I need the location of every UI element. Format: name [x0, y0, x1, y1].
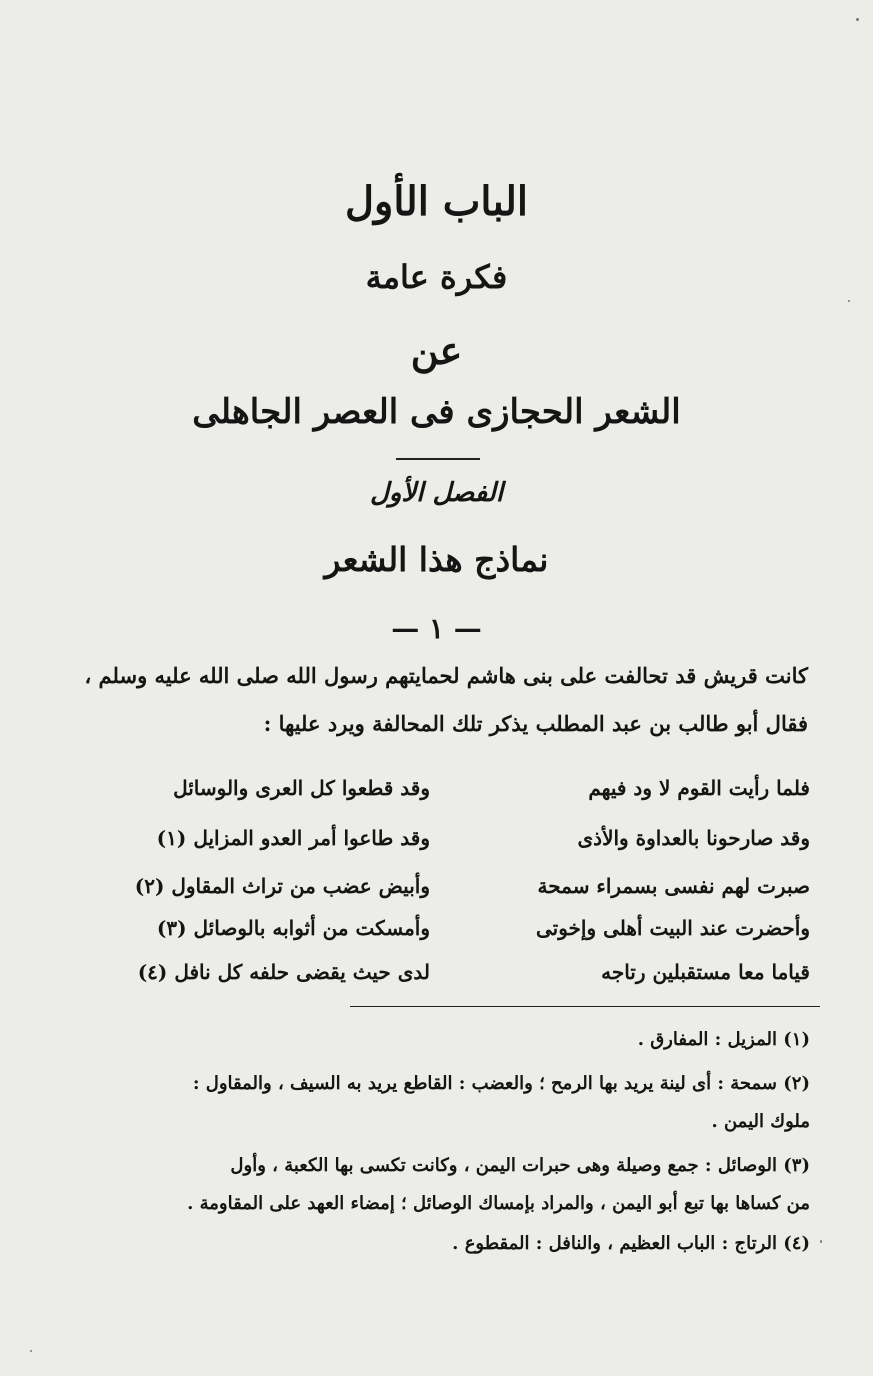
- verse-second-hemistich: وقد طاعوا أمر العدو المزايل (١): [156, 826, 430, 850]
- verse-row: [70, 916, 810, 966]
- subtitle-topic: الشعر الحجازى فى العصر الجاهلى: [192, 392, 681, 432]
- verse-first-hemistich: صبرت لهم نفسى بسمراء سمحة: [537, 874, 810, 898]
- prose-line: كانت قريش قد تحالفت على بنى هاشم لحمايتهم رسول الله صلى الله عليه وسلم ،: [84, 663, 808, 688]
- subtitle-about: عن: [410, 328, 463, 373]
- paper-speck: [30, 1350, 32, 1352]
- part-title: الباب الأول: [344, 178, 528, 225]
- paper-speck: [848, 300, 850, 302]
- verse-row: [70, 960, 810, 1010]
- verse-first-hemistich: فلما رأيت القوم لا ود فيهم: [588, 776, 810, 800]
- chapter-heading: الفصل الأول: [369, 478, 504, 508]
- footnote: (٢) سمحة : أى لينة يريد بها الرمح ؛ والعضب : القاطع يريد به السيف ، والمقاول :: [192, 1073, 810, 1094]
- verse-second-hemistich: وقد قطعوا كل العرى والوسائل: [173, 776, 430, 800]
- subtitle-general-idea: فكرة عامة: [365, 258, 508, 296]
- title-divider: [396, 458, 480, 460]
- verse-second-hemistich: وأبيض عضب من تراث المقاول (٢): [134, 874, 430, 898]
- verse-first-hemistich: وقد صارحونا بالعداوة والأذى: [577, 826, 810, 850]
- verse-row: [70, 826, 810, 876]
- section-number: — ١ —: [391, 612, 482, 645]
- footnote: (٣) الوصائل : جمع وصيلة وهى حبرات اليمن ، وكانت تكسى بها الكعبة ، وأول: [230, 1155, 810, 1176]
- footnote-continuation: من كساها بها تبع أبو اليمن ، والمراد بإمساك الوصائل ؛ إمضاء العهد على المقاومة .: [187, 1193, 810, 1214]
- section-heading: نماذج هذا الشعر: [324, 540, 549, 579]
- footnote: (٤) الرتاج : الباب العظيم ، والنافل : المقطوع .: [452, 1233, 810, 1254]
- verse-second-hemistich: لدى حيث يقضى حلفه كل نافل (٤): [137, 960, 430, 984]
- paper-speck: [856, 18, 859, 21]
- footnote: (١) المزيل : المفارق .: [637, 1029, 810, 1050]
- paper-speck: [820, 1240, 822, 1243]
- footnote-divider: [350, 1006, 820, 1007]
- verse-first-hemistich: قياما معا مستقبلين رتاجه: [601, 960, 810, 984]
- verse-row: [70, 776, 810, 826]
- prose-line: فقال أبو طالب بن عبد المطلب يذكر تلك المحالفة ويرد عليها :: [263, 711, 808, 736]
- verse-first-hemistich: وأحضرت عند البيت أهلى وإخوتى: [535, 916, 810, 940]
- verse-second-hemistich: وأمسكت من أثوابه بالوصائل (٣): [156, 916, 430, 940]
- footnote-continuation: ملوك اليمن .: [711, 1111, 810, 1132]
